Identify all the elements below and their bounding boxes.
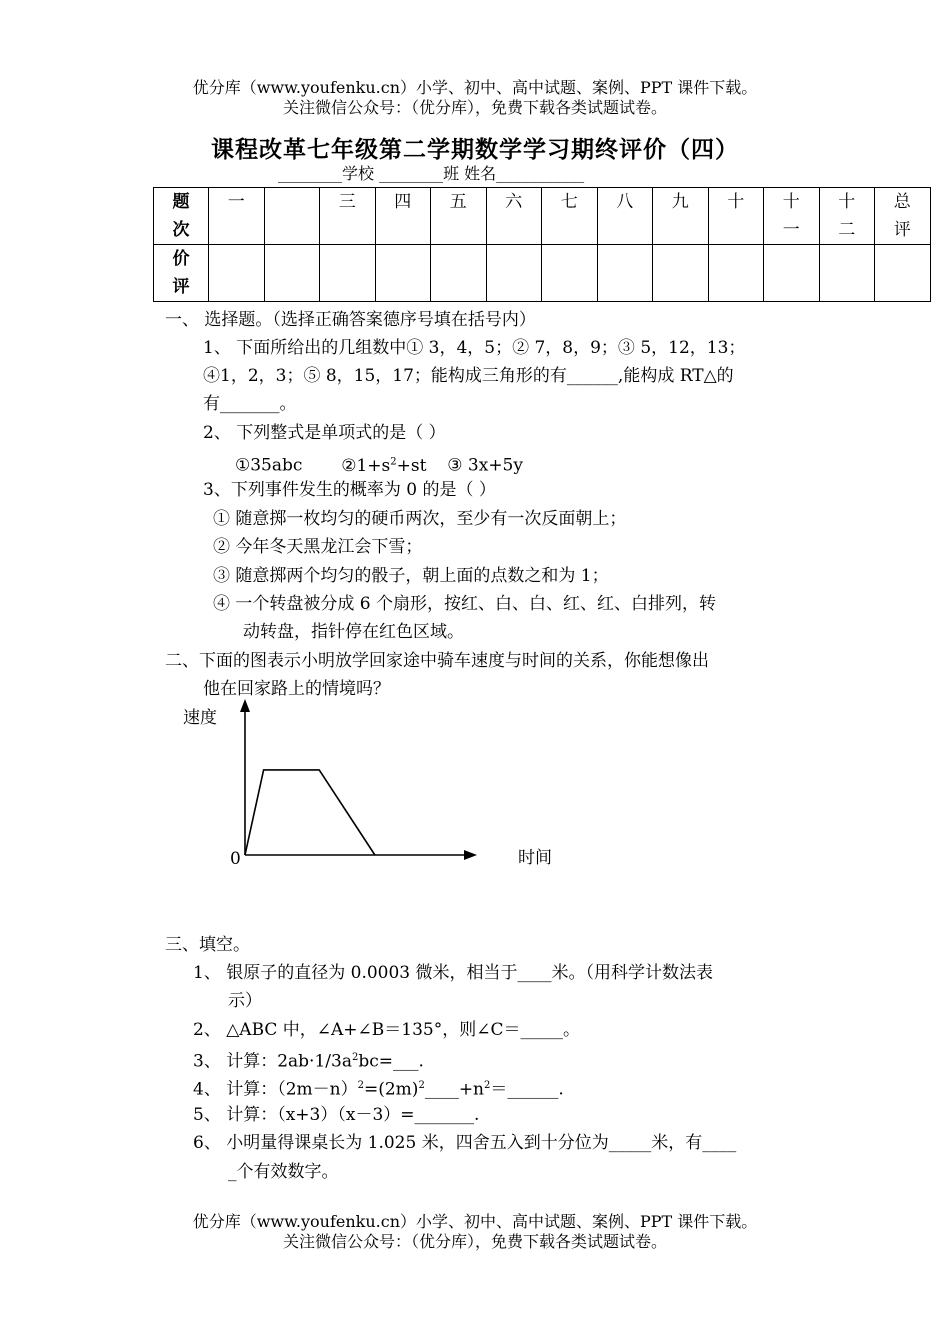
row-label-pingjia: 价 评 <box>154 245 209 302</box>
score-cell[interactable] <box>875 245 931 302</box>
fill-question-1-line1: 1、 银原子的直径为 0.0003 微米，相当于____米。（用科学计数法表 <box>193 963 714 983</box>
page-footer-line1: 优分库（www.youfenku.cn）小学、初中、高中试题、案例、PPT 课件下载。 <box>192 1212 758 1231</box>
section2-line1: 二、下面的图表示小明放学回家途中骑车速度与时间的关系，你能想像出 <box>165 651 709 671</box>
table-row <box>154 188 931 245</box>
fill-question-2: 2、 △ABC 中，∠A+∠B＝135°，则∠C＝_____。 <box>193 1020 580 1040</box>
question-1-line1: 1、 下面所给出的几组数中① 3，4，5；② 7，8，9；③ 5，12，13； <box>203 338 746 358</box>
score-cell[interactable] <box>486 245 542 302</box>
fill-question-1-line2: 示） <box>228 991 262 1011</box>
page-title: 课程改革七年级第二学期数学学习期终评价（四） <box>211 136 739 163</box>
column-header: 三 <box>320 188 376 245</box>
table-row <box>154 245 931 302</box>
fill-question-3: 3、 计算：$2ab\cdot 1/3a^2bc=\_\_\_$. <box>193 1051 424 1072</box>
column-header: 四 <box>375 188 431 245</box>
score-cell[interactable] <box>264 245 320 302</box>
q3-option-4-line2: 动转盘，指针停在红色区域。 <box>243 622 464 642</box>
column-header: 十 一 <box>764 188 820 245</box>
column-header: 一 <box>209 188 265 245</box>
speed-time-chart <box>230 690 490 870</box>
score-table <box>153 187 931 302</box>
question-3: 3、下列事件发生的概率为 0 的是（ ） <box>203 480 496 500</box>
chart-ylabel: 速度 <box>183 708 217 728</box>
score-cell[interactable] <box>542 245 598 302</box>
score-cell[interactable] <box>597 245 653 302</box>
question-1-line2: ④1，2，3；⑤ 8，15，17；能构成三角形的有______,能构成 RT△的 <box>203 366 734 386</box>
question-2: 2、 下列整式是单项式的是（ ） <box>203 423 446 443</box>
q3-option-3: ③ 随意掷两个均匀的骰子，朝上面的点数之和为 1； <box>213 566 609 586</box>
column-header: 五 <box>431 188 487 245</box>
q3-option-2: ② 今年冬天黑龙江会下雪； <box>213 537 423 557</box>
q2-option-3: ③ 3x+5y <box>447 455 523 476</box>
column-header: 九 <box>653 188 709 245</box>
fill-question-6-line1: 6、 小明量得课桌长为 1.025 米，四舍五入到十分位为_____米，有____ <box>193 1133 737 1153</box>
page-header-line2: 关注微信公众号：（优分库），免费下载各类试题试卷。 <box>282 98 667 117</box>
score-cell[interactable] <box>819 245 875 302</box>
chart-xlabel: 时间 <box>518 848 552 868</box>
score-cell[interactable] <box>653 245 709 302</box>
fill-question-4: 4、 计算：$(2m-n)^2=(2m)^2\_\_\_\_+n^2=\_\_\_\_\_\_$. <box>193 1079 564 1100</box>
speed-series-line <box>245 770 375 855</box>
page-header-line1: 优分库（www.youfenku.cn）小学、初中、高中试题、案例、PPT 课件下载。 <box>192 78 758 97</box>
column-header: 十 <box>708 188 764 245</box>
q2-option-1: ①35abc <box>235 455 303 476</box>
score-cell[interactable] <box>764 245 820 302</box>
section1-heading: 一、 选择题。（选择正确答案德序号填在括号内） <box>165 310 536 330</box>
school-class-name-line: ________学校 ________班 姓名___________ <box>278 164 585 183</box>
column-header: 总 评 <box>875 188 931 245</box>
q2-option-2: $②1+s^2+st$ <box>341 455 427 476</box>
fill-question-6-line2: _个有效数字。 <box>228 1162 339 1182</box>
x-axis-arrow <box>464 850 477 860</box>
y-axis-arrow <box>240 699 250 712</box>
fill-question-5: 5、 计算：（x+3）（x－3）=_______. <box>193 1105 480 1125</box>
q3-option-4-line1: ④ 一个转盘被分成 6 个扇形，按红、白、白、红、红、白排列，转 <box>213 594 717 614</box>
score-cell[interactable] <box>431 245 487 302</box>
column-header: 七 <box>542 188 598 245</box>
row-label-tici: 题 次 <box>154 188 209 245</box>
column-header: 十 二 <box>819 188 875 245</box>
score-cell[interactable] <box>375 245 431 302</box>
column-header: 八 <box>597 188 653 245</box>
section3-heading: 三、填空。 <box>165 935 250 955</box>
chart-origin-label: 0 <box>230 849 241 869</box>
column-header: 六 <box>486 188 542 245</box>
section2-line2: 他在回家路上的情境吗？ <box>203 679 390 699</box>
score-cell[interactable] <box>209 245 265 302</box>
score-cell[interactable] <box>320 245 376 302</box>
q3-option-1: ① 随意掷一枚均匀的硬币两次，至少有一次反面朝上； <box>213 509 627 529</box>
question-2-options <box>235 451 523 477</box>
column-header <box>264 188 320 245</box>
score-cell[interactable] <box>708 245 764 302</box>
question-1-line3: 有_______。 <box>203 394 297 414</box>
page-footer-line2: 关注微信公众号：（优分库），免费下载各类试题试卷。 <box>282 1232 667 1251</box>
